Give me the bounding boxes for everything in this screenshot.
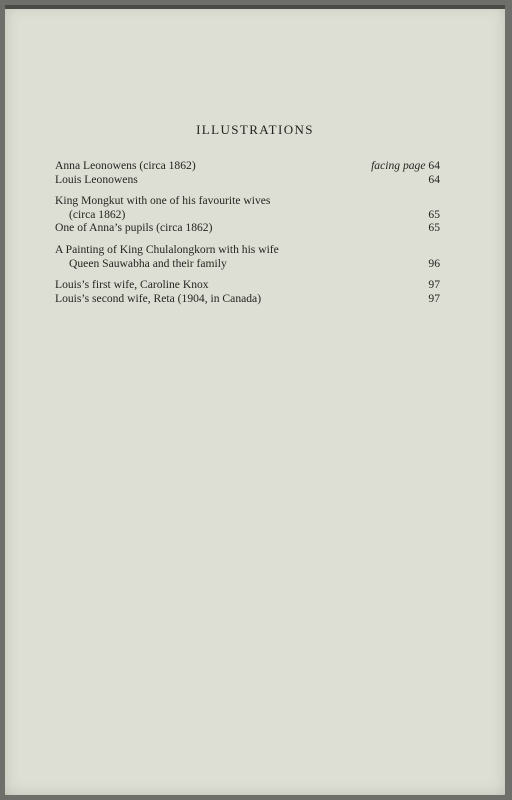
entry-caption-continued: (circa 1862) bbox=[69, 207, 126, 221]
entry-page-number: 96 bbox=[428, 256, 440, 270]
list-item bbox=[55, 173, 440, 187]
illustrations-list bbox=[55, 159, 440, 305]
list-item bbox=[55, 221, 440, 235]
entry-caption: One of Anna’s pupils (circa 1862) bbox=[55, 221, 213, 235]
entry-caption: Louis Leonowens bbox=[55, 172, 138, 186]
list-item bbox=[55, 278, 440, 292]
page-title: ILLUSTRATIONS bbox=[196, 122, 314, 137]
entry-caption: Anna Leonowens (circa 1862) bbox=[55, 159, 196, 172]
list-item bbox=[55, 194, 440, 221]
entry-page-number: 64 bbox=[428, 172, 440, 186]
entry-caption: King Mongkut with one of his favourite wives bbox=[55, 194, 271, 208]
entry-page-number: 97 bbox=[428, 278, 440, 292]
list-item bbox=[55, 292, 440, 306]
entry-page-number: 97 bbox=[428, 291, 440, 305]
entry-caption: Louis’s first wife, Caroline Knox bbox=[55, 278, 209, 292]
entry-page-number: 65 bbox=[428, 221, 440, 235]
entry-page-number: 64 bbox=[428, 159, 440, 172]
entry-caption: A Painting of King Chulalongkorn with his wife bbox=[55, 242, 279, 256]
entry-caption: Louis’s second wife, Reta (1904, in Canada) bbox=[55, 291, 262, 305]
book-page bbox=[5, 5, 505, 795]
page-edge bbox=[5, 5, 505, 9]
entry-page-ref bbox=[371, 159, 440, 173]
entry-caption-continued: Queen Sauwabha and their family bbox=[69, 256, 227, 270]
list-item bbox=[55, 159, 440, 173]
entry-page-number: 65 bbox=[428, 207, 440, 221]
facing-page-label: facing page bbox=[371, 159, 426, 172]
list-item bbox=[55, 243, 440, 270]
